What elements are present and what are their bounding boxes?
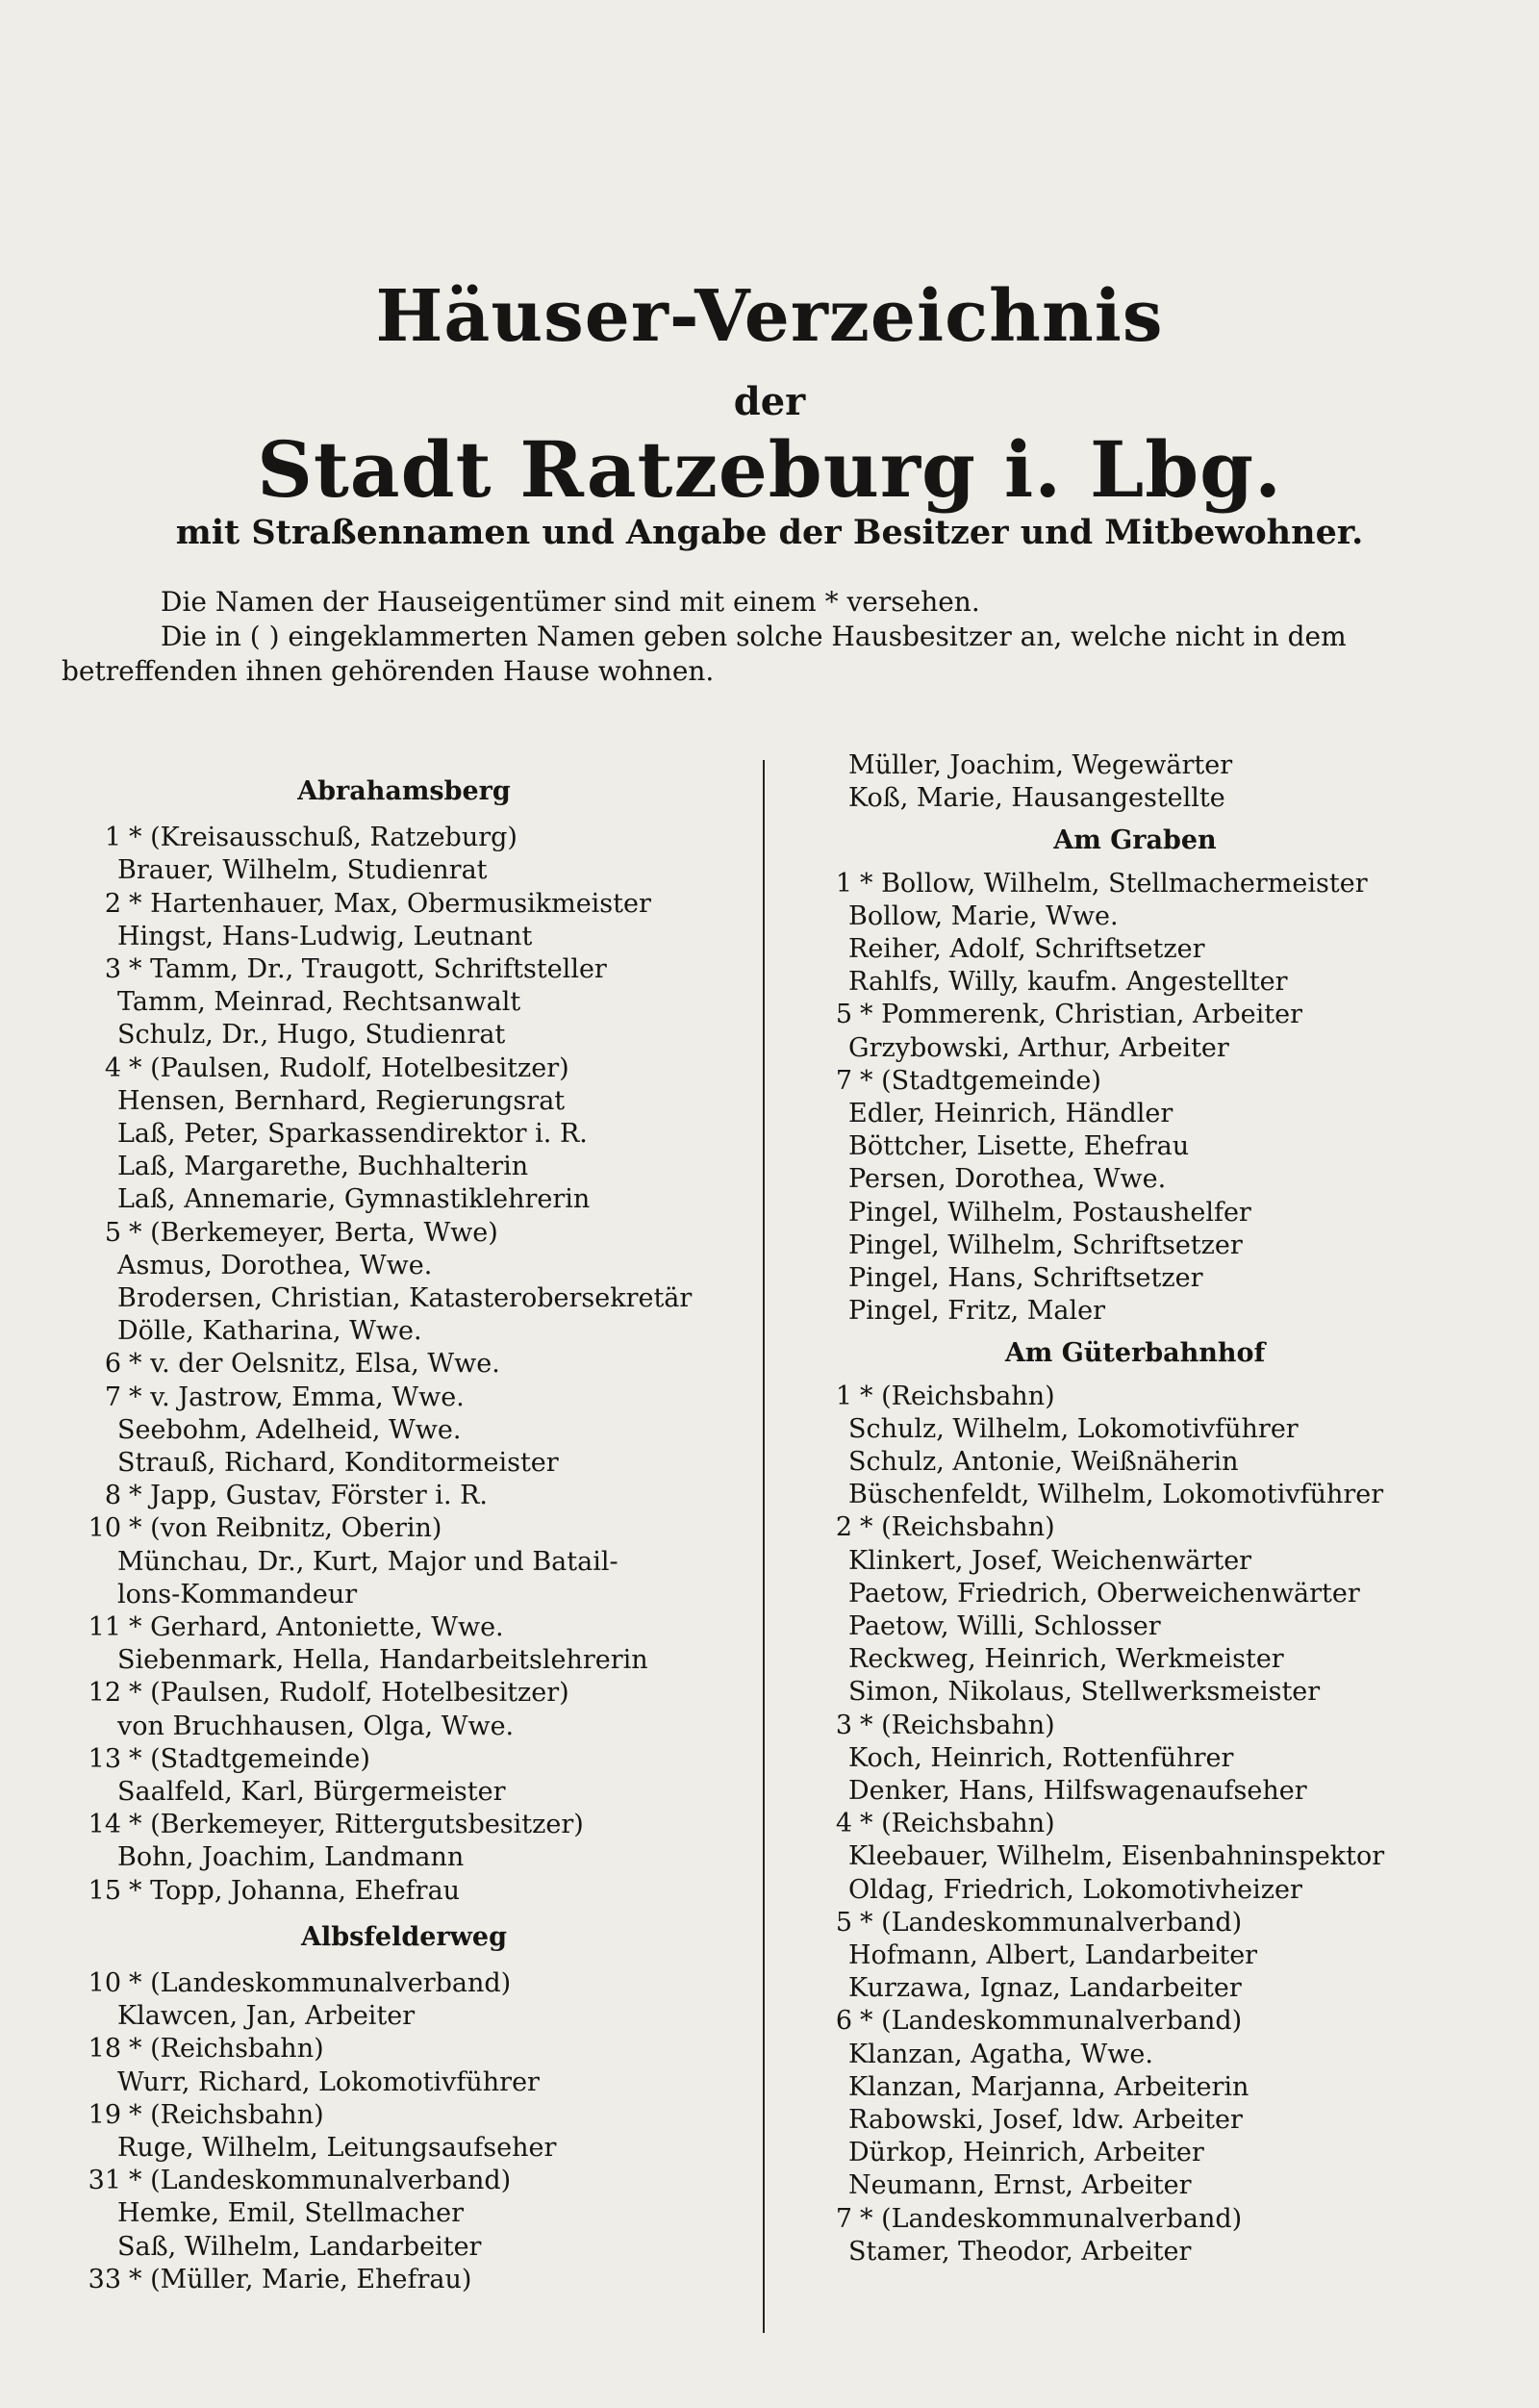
house-number: 4 [835, 1809, 852, 1839]
house-number: 31 [88, 2166, 121, 2196]
list-item [793, 1413, 1477, 1446]
resident-name: Ruge, Wilhelm, Leitungsaufseher [117, 2133, 557, 2163]
list-item [62, 1052, 746, 1085]
resident-name: Seebohm, Adelheid, Wwe. [117, 1414, 462, 1445]
page-title: Häuser-Verzeichnis [375, 275, 1164, 358]
list-item [62, 1381, 746, 1414]
intro-line: Die Namen der Hauseigentümer sind mit einem * versehen. [161, 586, 980, 618]
list-item [62, 822, 746, 854]
list-item [62, 2000, 746, 2033]
house-number: 19 [88, 2099, 121, 2130]
house-number: 7 [835, 1065, 852, 1096]
list-item [62, 2264, 746, 2296]
resident-name: Brodersen, Christian, Katasterobersekretär [117, 1283, 693, 1313]
list-item [62, 1512, 746, 1545]
list-item [793, 999, 1477, 1031]
list-item [793, 1032, 1477, 1065]
house-number: 3 [104, 954, 121, 984]
list-item [793, 1229, 1477, 1262]
list-item [62, 1579, 746, 1611]
resident-name: * Tamm, Dr., Traugott, Schriftsteller [129, 954, 607, 984]
list-item [62, 1118, 746, 1151]
resident-name: * (von Reibnitz, Oberin) [129, 1513, 442, 1544]
house-number: 6 [835, 2006, 852, 2037]
resident-name: * Gerhard, Antoniette, Wwe. [129, 1612, 504, 1642]
list-item [62, 1019, 746, 1052]
list-item [62, 854, 746, 887]
intro-line: Die in ( ) eingeklammerten Namen geben solche Hausbesitzer an, welche nicht in dem [161, 621, 1347, 652]
resident-name: Hofmann, Albert, Landarbeiter [848, 1940, 1258, 1970]
list-item [62, 1677, 746, 1710]
list-item [793, 1972, 1477, 2005]
list-item [793, 900, 1477, 933]
list-item [793, 2203, 1477, 2236]
list-item [62, 1183, 746, 1216]
resident-name: Paetow, Willi, Schlosser [848, 1611, 1161, 1641]
list-item [62, 1743, 746, 1776]
resident-name: * Topp, Johanna, Ehefrau [129, 1875, 461, 1906]
list-item [62, 1611, 746, 1644]
resident-name: Oldag, Friedrich, Lokomotivheizer [848, 1874, 1302, 1905]
list-item [793, 1197, 1477, 1229]
resident-name: Schulz, Antonie, Weißnäherin [848, 1447, 1239, 1477]
resident-name: Pingel, Wilhelm, Postaushelfer [848, 1197, 1251, 1228]
resident-name: Wurr, Richard, Lokomotivführer [117, 2066, 540, 2097]
resident-name: * (Müller, Marie, Ehefrau) [129, 2264, 472, 2294]
street-heading: Am Güterbahnhof [1004, 1338, 1266, 1369]
resident-name: Neumann, Ernst, Arbeiter [848, 2170, 1192, 2201]
list-item [62, 2165, 746, 2197]
list-item [793, 1775, 1477, 1808]
resident-name: Klawcen, Jan, Arbeiter [117, 2001, 416, 2032]
intro-line: betreffenden ihnen gehörenden Hause wohnen. [62, 655, 715, 687]
list-item [793, 1295, 1477, 1328]
resident-name: Siebenmark, Hella, Handarbeitslehrerin [117, 1645, 648, 1676]
house-number: 10 [88, 1513, 121, 1544]
list-item [62, 2197, 746, 2230]
resident-name: * (Landeskommunalverband) [860, 2006, 1243, 2037]
street-heading: Albsfelderweg [301, 1921, 507, 1952]
house-number: 14 [88, 1810, 121, 1840]
list-item [793, 1479, 1477, 1511]
resident-name: Brauer, Wilhelm, Studienrat [117, 855, 488, 886]
list-item [793, 782, 1477, 815]
house-number: 7 [835, 2203, 852, 2234]
list-item [793, 1098, 1477, 1130]
resident-name: Tamm, Meinrad, Rechtsanwalt [117, 987, 521, 1018]
resident-name: * v. der Oelsnitz, Elsa, Wwe. [129, 1349, 500, 1380]
list-item [62, 2231, 746, 2264]
list-item [62, 953, 746, 986]
list-item [62, 1776, 746, 1809]
list-item [793, 749, 1477, 782]
resident-name: Asmus, Dorothea, Wwe. [117, 1250, 433, 1280]
resident-name: Persen, Dorothea, Wwe. [848, 1164, 1167, 1195]
resident-name: Grzybowski, Arthur, Arbeiter [848, 1032, 1229, 1063]
resident-name: Simon, Nikolaus, Stellwerksmeister [848, 1677, 1321, 1708]
resident-name: Strauß, Richard, Konditormeister [117, 1448, 559, 1478]
resident-name: Pingel, Hans, Schriftsetzer [848, 1263, 1203, 1293]
resident-name: * (Landeskommunalverband) [860, 1907, 1243, 1938]
resident-name: * Japp, Gustav, Förster i. R. [129, 1481, 489, 1511]
list-item [62, 2132, 746, 2165]
house-number: 10 [88, 1968, 121, 1998]
resident-name: * (Reichsbahn) [860, 1710, 1055, 1740]
resident-name: Laß, Margarethe, Buchhalterin [117, 1152, 529, 1182]
resident-name: * (Reichsbahn) [860, 1512, 1055, 1543]
list-item [62, 1644, 746, 1677]
resident-name: * (Paulsen, Rudolf, Hotelbesitzer) [129, 1052, 569, 1083]
house-number: 5 [835, 1000, 852, 1030]
resident-name: Bohn, Joachim, Landmann [117, 1842, 465, 1873]
list-item [793, 1545, 1477, 1578]
resident-name: * (Stadtgemeinde) [860, 1065, 1101, 1096]
list-item [62, 1348, 746, 1381]
house-number: 4 [104, 1052, 121, 1083]
house-number: 2 [104, 888, 121, 919]
house-number: 6 [104, 1349, 121, 1380]
resident-name: Kurzawa, Ignaz, Landarbeiter [848, 1973, 1242, 2004]
resident-name: Dürkop, Heinrich, Arbeiter [848, 2138, 1204, 2168]
resident-name: * Pommerenk, Christian, Arbeiter [860, 1000, 1303, 1030]
house-number: 1 [104, 823, 121, 853]
list-item [793, 1381, 1477, 1413]
resident-name: Saß, Wilhelm, Landarbeiter [117, 2231, 482, 2262]
list-item [62, 1447, 746, 1480]
resident-name: * Hartenhauer, Max, Obermusikmeister [129, 888, 651, 919]
resident-name: * v. Jastrow, Emma, Wwe. [129, 1381, 465, 1412]
list-item [793, 1840, 1477, 1873]
resident-name: Hensen, Bernhard, Regierungsrat [117, 1085, 566, 1116]
resident-name: Rabowski, Josef, ldw. Arbeiter [848, 2105, 1243, 2135]
list-item [62, 1841, 746, 1874]
resident-name: Reiher, Adolf, Schriftsetzer [848, 934, 1205, 964]
resident-name: Münchau, Dr., Kurt, Major und Batail- [117, 1546, 618, 1577]
house-number: 12 [88, 1678, 121, 1709]
list-item [62, 1250, 746, 1282]
subtitle: mit Straßennamen und Angabe der Besitzer und Mitbewohner. [175, 513, 1364, 552]
list-item [793, 2236, 1477, 2269]
resident-name: Klanzan, Agatha, Wwe. [848, 2039, 1153, 2069]
list-item [793, 1065, 1477, 1098]
resident-name: Rahlfs, Willy, kaufm. Angestellter [848, 967, 1288, 998]
house-number: 13 [88, 1743, 121, 1774]
resident-name: Paetow, Friedrich, Oberweichenwärter [848, 1578, 1360, 1609]
resident-name: Edler, Heinrich, Händler [848, 1099, 1173, 1128]
list-item [62, 2099, 746, 2132]
list-item [793, 1643, 1477, 1676]
resident-name: Böttcher, Lisette, Ehefrau [848, 1131, 1190, 1162]
list-item [793, 2104, 1477, 2137]
resident-name: Denker, Hans, Hilfswagenaufseher [848, 1776, 1307, 1806]
list-item [793, 1262, 1477, 1295]
title-connector: der [733, 379, 806, 424]
list-item [62, 1282, 746, 1315]
list-item [793, 1163, 1477, 1196]
list-item [793, 2071, 1477, 2104]
list-item [793, 1610, 1477, 1643]
list-item [62, 1085, 746, 1118]
list-item [793, 933, 1477, 966]
house-number: 7 [104, 1381, 121, 1412]
city-title: Stadt Ratzeburg i. Lbg. [257, 424, 1282, 515]
resident-name: * (Reichsbahn) [129, 2034, 324, 2065]
list-item [62, 888, 746, 921]
list-item [793, 2169, 1477, 2202]
house-number: 33 [88, 2264, 121, 2294]
resident-name: * Bollow, Wilhelm, Stellmachermeister [860, 868, 1368, 899]
resident-name: * (Stadtgemeinde) [129, 1743, 370, 1774]
resident-name: Müller, Joachim, Wegewärter [848, 750, 1233, 780]
resident-name: * (Kreisausschuß, Ratzeburg) [129, 823, 517, 853]
list-item [62, 1967, 746, 2000]
resident-name: Klanzan, Marjanna, Arbeiterin [848, 2071, 1249, 2102]
house-number: 15 [88, 1875, 121, 1906]
column-divider [763, 760, 765, 2333]
resident-name: Schulz, Wilhelm, Lokomotivführer [848, 1413, 1299, 1444]
resident-name: Laß, Peter, Sparkassendirektor i. R. [117, 1119, 588, 1149]
resident-name: Reckweg, Heinrich, Werkmeister [848, 1644, 1284, 1675]
list-item [793, 1710, 1477, 1742]
resident-name: Kleebauer, Wilhelm, Eisenbahninspektor [848, 1841, 1385, 1872]
list-item [793, 1130, 1477, 1163]
list-item [62, 1414, 746, 1447]
resident-name: Pingel, Wilhelm, Schriftsetzer [848, 1229, 1243, 1260]
list-item [793, 2005, 1477, 2038]
resident-name: * (Berkemeyer, Rittergutsbesitzer) [129, 1810, 584, 1840]
list-item [62, 2066, 746, 2099]
street-heading: Am Graben [1053, 825, 1217, 856]
resident-name: Büschenfeldt, Wilhelm, Lokomotivführer [848, 1480, 1384, 1510]
list-item [62, 1875, 746, 1908]
resident-name: Hemke, Emil, Stellmacher [117, 2198, 465, 2229]
list-item [793, 2039, 1477, 2071]
resident-name: Saalfeld, Karl, Bürgermeister [117, 1777, 506, 1807]
list-item [62, 1809, 746, 1841]
resident-name: Dölle, Katharina, Wwe. [117, 1316, 422, 1347]
resident-name: Schulz, Dr., Hugo, Studienrat [117, 1020, 506, 1051]
resident-name: * (Reichsbahn) [860, 1809, 1055, 1839]
resident-name: Bollow, Marie, Wwe. [848, 900, 1119, 931]
resident-name: Stamer, Theodor, Arbeiter [848, 2236, 1192, 2267]
resident-name: Pingel, Fritz, Maler [848, 1296, 1106, 1327]
house-number: 11 [88, 1612, 121, 1642]
list-item [793, 1676, 1477, 1709]
list-item [793, 1874, 1477, 1907]
house-number: 18 [88, 2034, 121, 2065]
resident-name: * (Landeskommunalverband) [860, 2203, 1243, 2234]
house-number: 5 [104, 1217, 121, 1248]
house-number: 2 [835, 1512, 852, 1543]
house-number: 1 [835, 1381, 852, 1411]
list-item [793, 1511, 1477, 1544]
resident-name: Hingst, Hans-Ludwig, Leutnant [117, 921, 533, 951]
list-item [793, 1742, 1477, 1775]
resident-name: * (Landeskommunalverband) [129, 2166, 512, 2196]
resident-name: * (Reichsbahn) [860, 1381, 1055, 1411]
house-number: 1 [835, 868, 852, 899]
list-item [62, 1711, 746, 1743]
resident-name: Klinkert, Josef, Weichenwärter [848, 1545, 1252, 1576]
list-item [62, 1315, 746, 1348]
list-item [793, 966, 1477, 999]
resident-name: * (Landeskommunalverband) [129, 1968, 512, 1998]
house-number: 8 [104, 1481, 121, 1511]
list-item [793, 868, 1477, 900]
house-number: 5 [835, 1907, 852, 1938]
list-item [62, 1151, 746, 1183]
list-item [62, 921, 746, 953]
resident-name: Koß, Marie, Hausangestellte [848, 783, 1225, 814]
street-heading: Abrahamsberg [297, 776, 511, 806]
list-item [793, 1808, 1477, 1840]
resident-name: Koch, Heinrich, Rottenführer [848, 1742, 1234, 1773]
resident-name: von Bruchhausen, Olga, Wwe. [117, 1711, 515, 1741]
list-item [793, 1907, 1477, 1939]
list-item [793, 1939, 1477, 1972]
intro-text [62, 585, 1462, 689]
house-number: 3 [835, 1710, 852, 1740]
list-item [793, 2137, 1477, 2169]
list-item [793, 1446, 1477, 1479]
list-item [62, 1217, 746, 1250]
list-item [793, 1578, 1477, 1610]
resident-name: Laß, Annemarie, Gymnastiklehrerin [117, 1184, 591, 1215]
list-item [62, 986, 746, 1019]
list-item [62, 2033, 746, 2066]
resident-name: * (Paulsen, Rudolf, Hotelbesitzer) [129, 1678, 569, 1709]
resident-name: lons-Kommandeur [117, 1579, 358, 1610]
resident-name: * (Reichsbahn) [129, 2099, 324, 2130]
list-item [62, 1546, 746, 1579]
list-item [62, 1480, 746, 1512]
resident-name: * (Berkemeyer, Berta, Wwe) [129, 1217, 498, 1248]
